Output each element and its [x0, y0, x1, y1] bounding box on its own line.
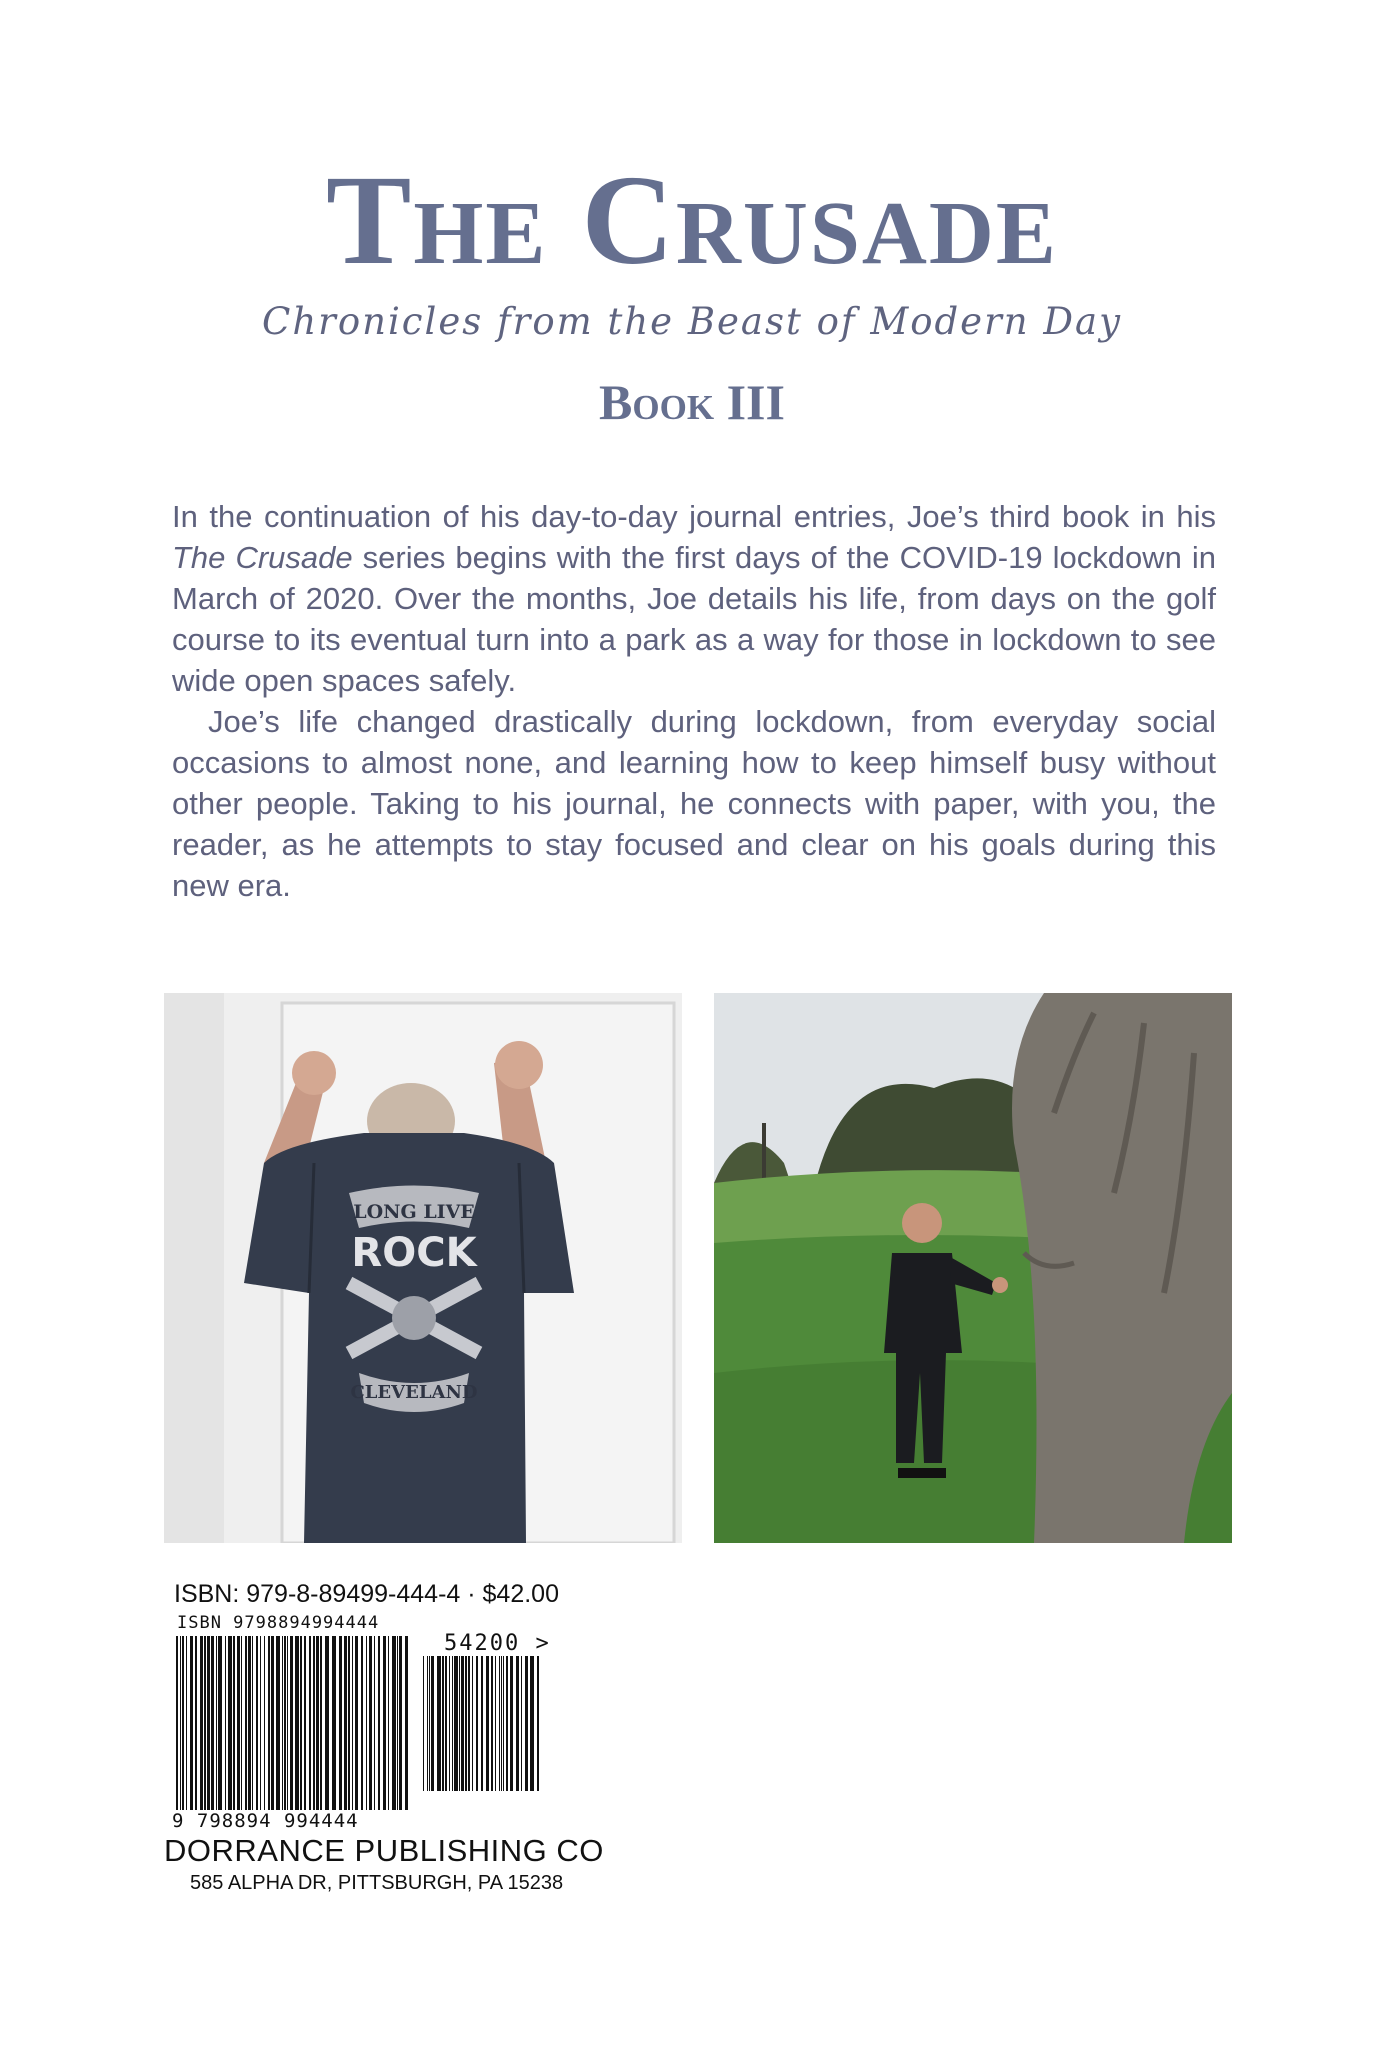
book-subtitle: Chronicles from the Beast of Modern Day	[262, 300, 1122, 343]
publisher-name: DORRANCE PUBLISHING CO	[164, 1833, 604, 1868]
book-number: Book III	[599, 374, 785, 430]
blurb-paragraph-1	[172, 496, 1216, 701]
blurb-paragraph-2: Joe’s life changed drastically during lockdown, from everyday social occasions to almost none, and learning how to keep himself busy without other people. Taking to his journal, he connects with paper, with you, the reader, as he attempts to stay focused and clear on his goals during this new era.	[172, 704, 1216, 903]
blurb-series-title: The Crusade	[172, 540, 353, 575]
book-title: The Crusade	[326, 149, 1058, 291]
shirt-text-bottom: CLEVELAND	[350, 1382, 478, 1403]
publisher-address: 585 ALPHA DR, PITTSBURGH, PA 15238	[190, 1872, 564, 1894]
price-code: 54200 >	[444, 1631, 551, 1656]
blurb	[172, 496, 1216, 906]
isbn-barcode-label: ISBN 9798894994444	[177, 1613, 380, 1633]
isbn-barcode	[170, 1630, 550, 1810]
blurb-p1-end: series begins with the first days of the COVID-19 lockdown in March of 2020. Over the months, Joe details his life, from days on the golf course to its eventual turn into a park as a way for those in lockdown to see wide open spaces safely.	[172, 540, 1216, 698]
shirt-text-top: LONG LIVE	[353, 1201, 475, 1223]
isbn-price: ISBN: 979-8-89499-444-4 · $42.00	[174, 1580, 559, 1608]
barcode-digits: 9 798894 994444	[172, 1810, 359, 1832]
blurb-p1-start: In the continuation of his day-to-day journal entries, Joe’s third book in his	[172, 499, 1216, 534]
author-photo-golf-course	[714, 993, 1232, 1543]
author-photo-back-view	[164, 993, 682, 1543]
shirt-text-middle: ROCK	[351, 1230, 477, 1276]
